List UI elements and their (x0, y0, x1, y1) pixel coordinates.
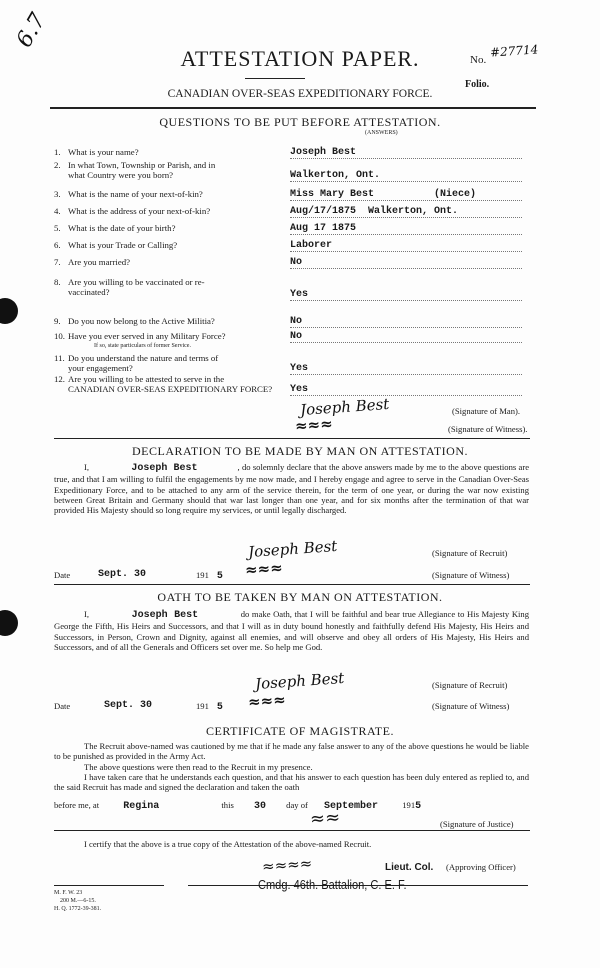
question-text: In what Town, Township or Parish, and in (68, 160, 216, 170)
question-8 (54, 277, 274, 297)
divider (50, 107, 536, 109)
answer-5: Aug 17 1875 (290, 223, 522, 235)
place: Regina (123, 801, 160, 812)
certificate-heading: CERTIFICATE OF MAGISTRATE. (206, 724, 394, 738)
before-label: before me, at (54, 800, 100, 810)
declaration-year-suffix: 5 (216, 571, 223, 582)
officer-rank: Lieut. Col. (385, 862, 434, 873)
question-2 (54, 160, 274, 180)
oath-recruit-signature: Joseph Best (254, 668, 345, 694)
divider (245, 78, 305, 79)
answer-4: Aug/17/1875 Walkerton, Ont. (290, 206, 522, 218)
oath-date-label: Date (54, 701, 71, 711)
declaration-name: Joseph Best (131, 463, 198, 474)
number-value: #27714 (489, 42, 539, 60)
oath-heading: OATH TO BE TAKEN BY MAN ON ATTESTATION. (157, 590, 443, 604)
oath-body: do make Oath, that I will be faithful and bear true Allegiance to His Majesty King George the Fifth, His Heirs and Successors, and that I will as in duty bound honestly and faithfully defend His Majesty, His Heirs and Successors, in Person, Crown and Dignity, against all enemies, and will observe and obey all orders of His Majesty, His Heirs and Successors, and of all the Generals and Officers set over me. So help me God. (54, 609, 530, 652)
question-7 (54, 257, 274, 267)
answers-label: (ANSWERS) (365, 130, 398, 136)
subtitle: CANADIAN OVER-SEAS EXPEDITIONARY FORCE. (167, 88, 433, 100)
answer-1: Joseph Best (290, 147, 522, 159)
question-text: What is your Trade or Calling? (68, 240, 178, 250)
answer-6: Laborer (290, 240, 522, 252)
justice-label: (Signature of Justice) (440, 819, 514, 829)
margin-note: 6.7 (11, 9, 52, 52)
question-note: If so, state particulars of former Service. (94, 343, 191, 349)
question-text: Are you willing to be vaccinated or re- (68, 277, 205, 287)
divider (54, 830, 530, 831)
number-label: No. (470, 54, 487, 66)
divider (54, 885, 164, 886)
question-number: 1. (54, 147, 61, 157)
questions-heading: QUESTIONS TO BE PUT BEFORE ATTESTATION. (159, 115, 441, 129)
certificate-p2: The above questions were then read to the Recruit in my presence. (84, 761, 313, 772)
question-number: 2. (54, 160, 61, 170)
question-number: 9. (54, 316, 61, 326)
punch-hole (0, 610, 18, 636)
attestation-paper: 6.7 ATTESTATION PAPER. No. #27714 Folio. CANADIAN OVER-SEAS EXPEDITIONARY FORCE. QUESTIONS TO BE PUT BEFORE ATTESTATION. (ANSWERS) 1. What is your name? Joseph Best 2. In what Town, Township or Parish, and in what Country were you born? Walkerton, Ont. 3. What is the name of your next-of-kin? Miss Mary Best (Niece) 4. What is the address of your next-of-kin? Aug/17/1875 Walkerton, Ont. 5. What is the date of your birth? Aug 17 1875 6. What is your Trade or Calling? Laborer 7. Are you married? No 8. Are you willing to be vaccinated or re- vaccinated? Yes 9. Do you now belong to the Active Militia? No 10. Have you ever served in any Military Force? If so, state particulars of former Service. No 11. Do you understand the nature and terms of your engagement? Yes 12. Are you willing to be attested to serve in the CANADIAN OVER-SEAS EXPEDITIONARY FORCE? Yes Joseph Best (Signature of Man). ≈≈≈ (Signature of Witness). DECLARATION TO BE MADE BY MAN ON ATTESTATION. I, Joseph Best , do solemnly declare that the above answers made by me to the above questions are true, and that I am willing to fulfil the engagements by me now made, and I hereby engage and agree to serve in the Canadian Over-Seas Expeditionary Force, and to be attached to any arm of the service therein, for the term of one year, or during the war now existing between Great Britain and Germany should that war last longer than one year, and for six months after the termination of that war provided His Majesty should so long require my services, or until legally discharged. Joseph Best (Signature of Recruit) Date Sept. 30 191 5 ≈≈≈ (Signature of Witness) OATH TO BE TAKEN BY MAN ON ATTESTATION. I, Joseph Best do make Oath, that I will be faithful and bear true Allegiance to His Majesty King George the Fifth, His Heirs and Successors, and that I will as in duty bound honestly and faithfully defend His Majesty, His Heirs and Successors, in Person, Crown and Dignity, against all enemies, and will observe and obey all orders of His Majesty, His Heirs and Successors, and of all the Generals and Officers set over me. So help me God. Joseph Best (Signature of Recruit) Date Sept. 30 191 5 ≈≈≈ (Signature of Witness) CERTIFICATE OF MAGISTRATE. The Recruit above-named was cautioned by me that if he made any false answer to any of the above questions he would be liable to be punished as provided in the Army Act. The above questions were then read to the Recruit in my presence. I have taken care that he understands each question, and that his answer to each question has been duly entered as replied to, and the said Recruit has made and signed the declaration and taken the oath before me, at Regina this 30 day of September 1915 ≈≈ (Signature of Justice) I certify that the above is a true copy of the Attestation of the above-named Recruit. ≈≈≈≈ Lieut. Col. (Approving Officer) Cmdg. 46th. Battalion, C. E. F. M. F. W. 23 200 M.—6-15. H. Q. 1772-39-381. (0, 0, 600, 968)
oath-year-suffix: 5 (216, 702, 223, 713)
question-9 (54, 316, 274, 326)
certificate-place-line (54, 800, 421, 812)
answer-2: Walkerton, Ont. (290, 170, 522, 182)
question-6 (54, 240, 274, 250)
question-text-cont: your engagement? (68, 363, 133, 373)
declaration-text (54, 462, 529, 515)
question-text: Are you married? (68, 257, 131, 267)
question-number: 6. (54, 240, 61, 250)
question-text: What is the name of your next-of-kin? (68, 189, 203, 199)
form-code-1: M. F. W. 23 (54, 890, 83, 896)
question-text: What is the date of your birth? (68, 223, 176, 233)
question-number: 12. (54, 374, 65, 384)
question-11 (54, 353, 274, 373)
oath-text (54, 609, 529, 652)
question-number: 7. (54, 257, 61, 267)
question-3 (54, 189, 274, 199)
signature-of-man: Joseph Best (299, 394, 390, 420)
answer-9: No (290, 316, 522, 328)
question-text: Do you now belong to the Active Militia? (68, 316, 215, 326)
divider (54, 584, 530, 585)
oath-year-prefix: 191 (196, 701, 209, 711)
this-label: this (221, 800, 234, 810)
certificate-text (54, 741, 529, 792)
day: 30 (254, 801, 267, 812)
signature-of-man-label: (Signature of Man). (452, 406, 521, 416)
oath-recruit-label: (Signature of Recruit) (432, 680, 508, 690)
declaration-recruit-label: (Signature of Recruit) (432, 548, 508, 558)
question-text: Do you understand the nature and terms of (68, 353, 219, 363)
question-1 (54, 147, 274, 157)
declaration-pre: I, (84, 462, 90, 472)
form-code-3: H. Q. 1772-39-381. (54, 906, 102, 912)
declaration-body: , do solemnly declare that the above answers made by me to the above questions are true, and that I am willing to fulfil the engagements by me now made, and I hereby engage and agree to serve in the Canadian Over-Seas Expeditionary Force, and to be attached to any arm of the service therein, for the term of one year, or during the war now existing between Great Britain and Germany should that war last longer than one year, and for six months after the termination of that war provided His Majesty should so long require my services, or until legally discharged. (54, 462, 530, 516)
answer-11: Yes (290, 363, 522, 375)
answer-10: No (290, 331, 522, 343)
question-number: 3. (54, 189, 61, 199)
certify-text: I certify that the above is a true copy of the Attestation of the above-named Recruit. (84, 839, 372, 849)
folio-label: Folio. (465, 79, 490, 90)
declaration-date: Sept. 30 (98, 569, 147, 580)
question-12 (54, 374, 274, 394)
certificate-p3: I have taken care that he understands each question, and that his answer to each question has been duly entered as replied to, and the said Recruit has made and signed the declaration and taken the oath (54, 771, 529, 793)
year-suffix: 5 (415, 801, 422, 812)
answer-7: No (290, 257, 522, 269)
approving-officer-label: (Approving Officer) (446, 862, 516, 872)
punch-hole (0, 298, 18, 324)
form-code-2: 200 M.—6-15. (60, 898, 96, 904)
declaration-year-prefix: 191 (196, 570, 209, 580)
oath-name: Joseph Best (131, 610, 199, 621)
year-prefix: 191 (402, 800, 416, 810)
day-of-label: day of (286, 800, 308, 810)
answer-12: Yes (290, 384, 522, 396)
declaration-date-label: Date (54, 570, 71, 580)
question-text: Have you ever served in any Military Force? (68, 331, 226, 341)
question-text-cont: what Country were you born? (68, 170, 174, 180)
oath-date: Sept. 30 (104, 700, 153, 711)
question-text: What is the address of your next-of-kin? (68, 206, 211, 216)
question-5 (54, 223, 274, 233)
question-text-cont: vaccinated? (68, 287, 110, 297)
question-number: 4. (54, 206, 61, 216)
unit-stamp: Cmdg. 46th. Battalion, C. E. F. (258, 877, 407, 892)
signature-of-witness-label: (Signature of Witness). (448, 424, 528, 434)
question-number: 11. (54, 353, 65, 363)
oath-witness-label: (Signature of Witness) (432, 701, 510, 711)
question-text-cont: CANADIAN OVER-SEAS EXPEDITIONARY FORCE? (68, 384, 273, 394)
question-number: 8. (54, 277, 61, 287)
month: September (324, 801, 379, 812)
question-text: What is your name? (68, 147, 139, 157)
declaration-recruit-signature: Joseph Best (247, 536, 338, 562)
oath-pre: I, (84, 609, 90, 619)
certificate-p1: The Recruit above-named was cautioned by me that if he made any false answer to any of the above questions he would be liable to be punished as provided in the Army Act. (54, 741, 529, 762)
declaration-witness-label: (Signature of Witness) (432, 570, 510, 580)
question-number: 5. (54, 223, 61, 233)
form-code (54, 889, 101, 913)
page-title: ATTESTATION PAPER. (180, 46, 420, 71)
question-10 (54, 331, 274, 351)
question-4 (54, 206, 274, 216)
answer-8: Yes (290, 289, 522, 301)
question-number: 10. (54, 331, 65, 341)
question-text: Are you willing to be attested to serve in the (68, 374, 225, 384)
answer-3: Miss Mary Best (Niece) (290, 189, 522, 201)
divider (54, 438, 530, 439)
declaration-heading: DECLARATION TO BE MADE BY MAN ON ATTESTATION. (132, 444, 468, 458)
